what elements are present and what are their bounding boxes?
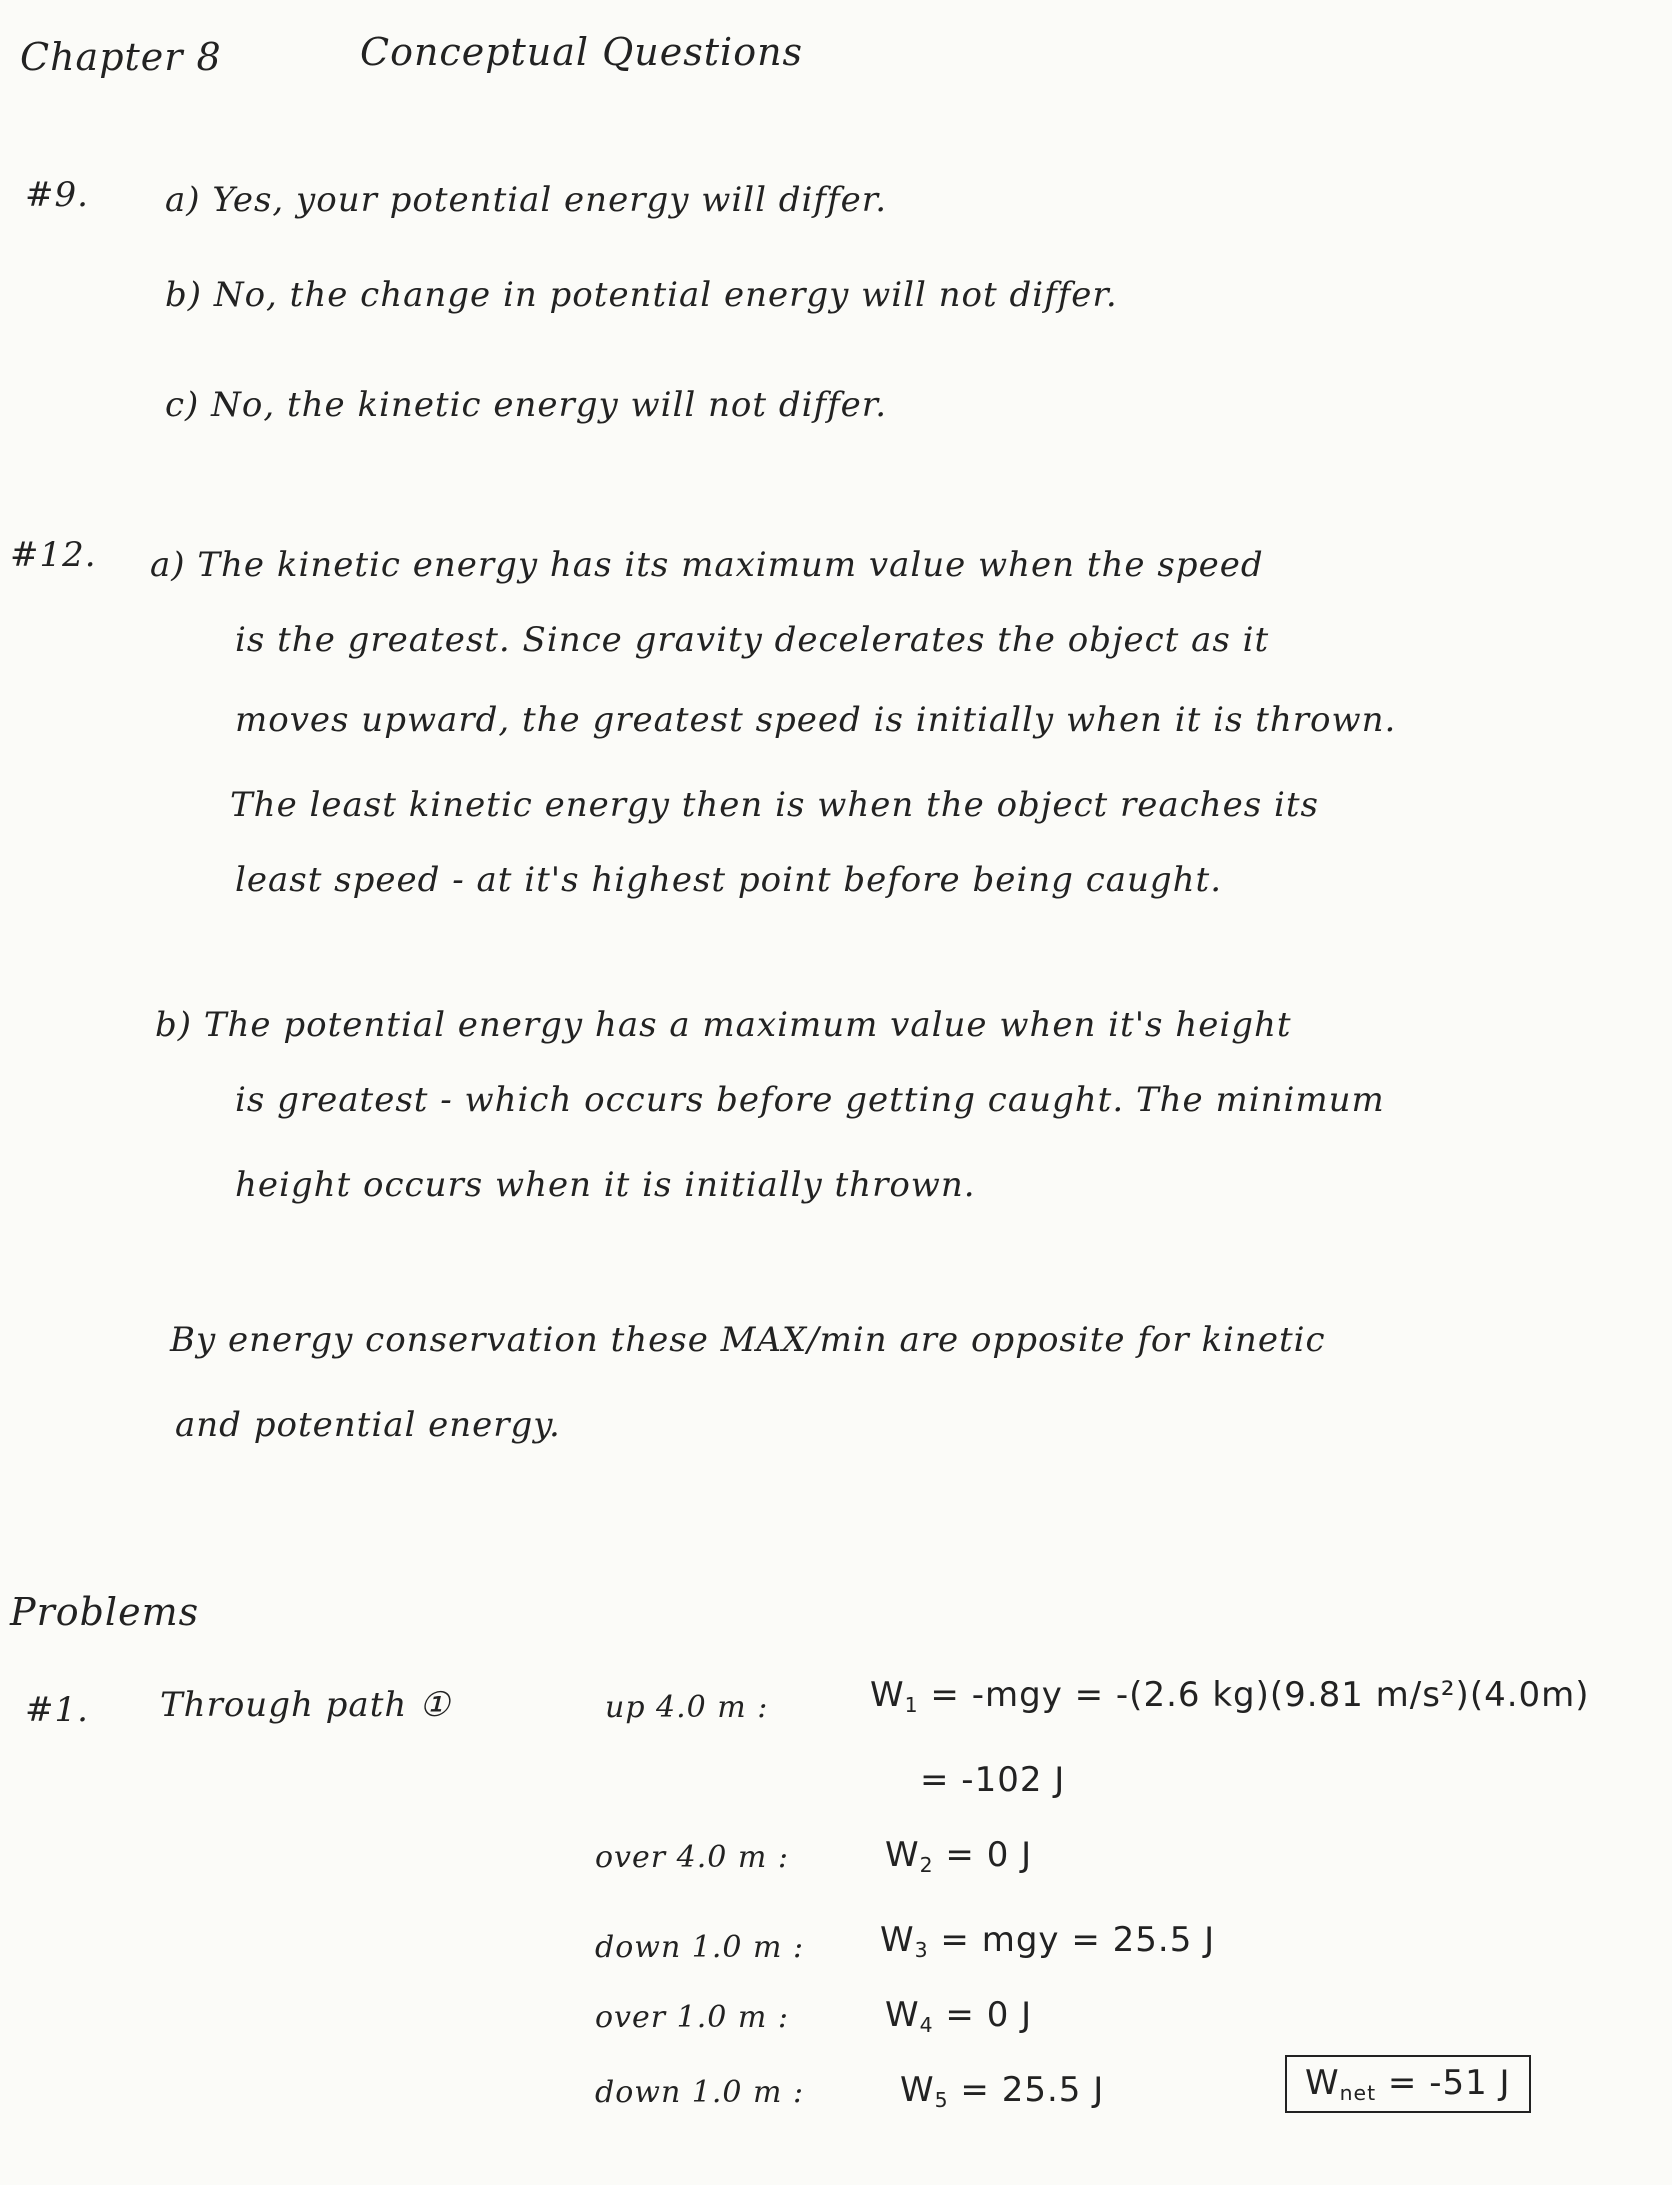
section-title: Conceptual Questions xyxy=(360,30,804,74)
q12-a-line-3: moves upward, the greatest speed is initially when it is thrown. xyxy=(235,700,1397,740)
problems-heading: Problems xyxy=(10,1590,200,1634)
chapter-title: Chapter 8 xyxy=(20,35,222,79)
q9-answer-b: b) No, the change in potential energy will not differ. xyxy=(165,275,1118,315)
p1-step-label: down 1.0 m : xyxy=(595,1930,805,1965)
p1-number: #1. xyxy=(25,1690,89,1730)
q12-a-line-1: a) The kinetic energy has its maximum value when the speed xyxy=(150,545,1264,585)
p1-step-work: $W_1 = -mgy = -(2.6$ kg)(9.81 m/s²)(4.0m) xyxy=(870,1675,1590,1718)
p1-step-work: $W_2 = 0$ J xyxy=(885,1835,1033,1878)
p1-step-work: $W_3$ = mgy = 25.5 J xyxy=(880,1920,1216,1963)
q12-number: #12. xyxy=(10,535,97,575)
p1-net-work-box: $W_{net} = -51$ J xyxy=(1285,2055,1531,2113)
p1-step-label: over 4.0 m : xyxy=(595,1840,789,1875)
q12-conclusion-line-2: and potential energy. xyxy=(175,1405,561,1445)
q9-answer-c: c) No, the kinetic energy will not differ. xyxy=(165,385,888,425)
q12-b-line-2: is greatest - which occurs before getting caught. The minimum xyxy=(235,1080,1385,1120)
q9-number: #9. xyxy=(25,175,89,215)
p1-step-work: $W_4 = 0$ J xyxy=(885,1995,1033,2038)
p1-step-result: = -102 J xyxy=(920,1760,1066,1800)
q12-b-line-1: b) The potential energy has a maximum value when it's height xyxy=(155,1005,1292,1045)
q9-answer-a: a) Yes, your potential energy will differ. xyxy=(165,180,888,220)
p1-step-label: over 1.0 m : xyxy=(595,2000,789,2035)
q12-conclusion-line-1: By energy conservation these MAX/min are opposite for kinetic xyxy=(170,1320,1326,1360)
q12-a-line-2: is the greatest. Since gravity decelerates the object as it xyxy=(235,620,1270,660)
p1-step-label: up 4.0 m : xyxy=(605,1690,769,1725)
q12-b-line-3: height occurs when it is initially thrown. xyxy=(235,1165,976,1205)
p1-path: Through path ① xyxy=(160,1685,451,1725)
p1-step-work: $W_5 = 25.5$ J xyxy=(900,2070,1105,2113)
q12-a-line-4: The least kinetic energy then is when the object reaches its xyxy=(230,785,1319,825)
p1-step-label: down 1.0 m : xyxy=(595,2075,805,2110)
q12-a-line-5: least speed - at it's highest point before being caught. xyxy=(235,860,1223,900)
